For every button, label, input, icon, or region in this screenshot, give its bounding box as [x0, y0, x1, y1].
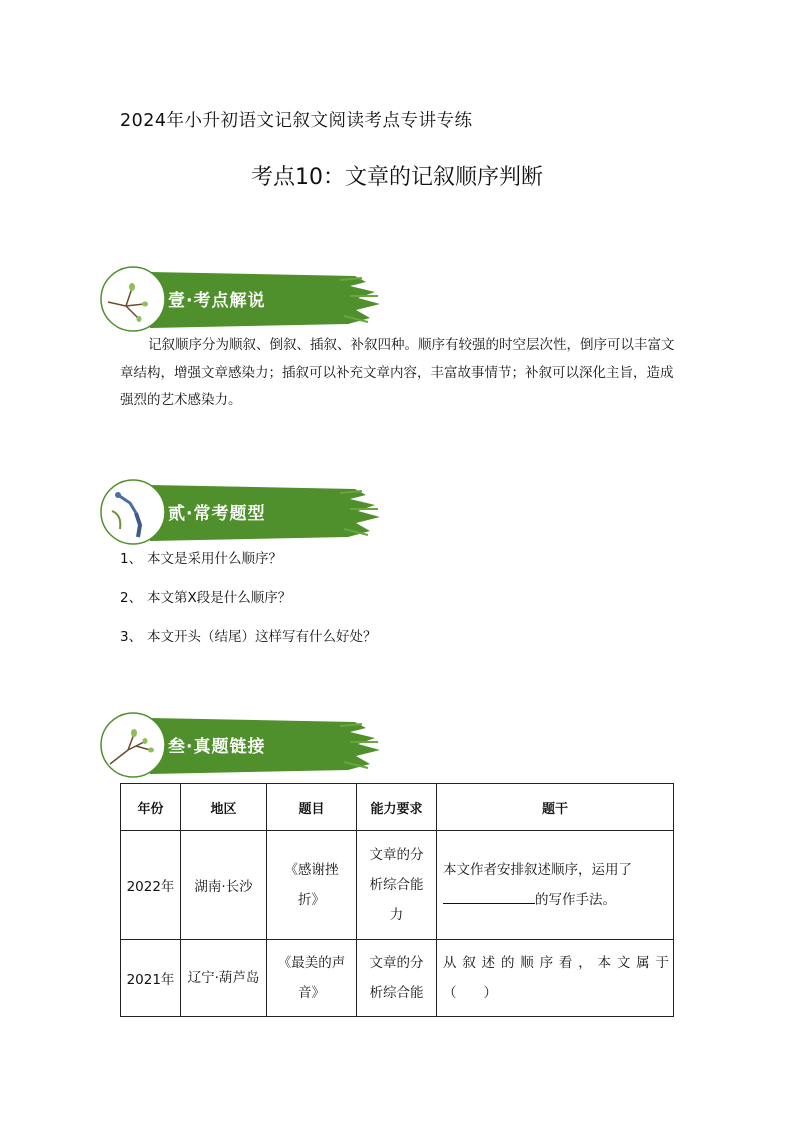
cell-ability-text: 文章的分析综合能 — [369, 955, 424, 1001]
answer-blank — [443, 889, 535, 904]
column-header-region: 地区 — [181, 784, 267, 831]
question-item-3 — [120, 625, 377, 645]
section-header-1 — [100, 266, 390, 334]
cell-region: 湖南·长沙 — [181, 831, 267, 940]
branch-bud-icon — [104, 720, 160, 772]
table-header-row — [121, 784, 674, 831]
section-label-3: 叁·真题链接 — [168, 737, 266, 757]
cell-title — [267, 940, 357, 1017]
cell-region — [181, 940, 267, 1017]
column-header-ability: 能力要求 — [357, 784, 437, 831]
cell-title-text: 《感谢挫折》 — [284, 862, 339, 908]
column-header-stem: 题干 — [437, 784, 674, 831]
cell-ability — [357, 831, 437, 940]
section-header-2 — [100, 479, 390, 547]
branch-bud-icon — [104, 274, 160, 326]
doc-title: 2024年小升初语文记叙文阅读考点专讲专练 — [120, 111, 473, 131]
question-number: 3、 — [120, 629, 143, 645]
section-header-3 — [100, 712, 390, 780]
answer-paren: （ ） — [443, 985, 497, 1001]
question-number: 2、 — [120, 590, 143, 606]
hummingbird-flower-icon — [106, 485, 158, 541]
exam-table — [120, 783, 674, 1017]
cell-ability — [357, 940, 437, 1017]
cell-stem — [437, 940, 674, 1017]
question-text: 本文开头（结尾）这样写有什么好处？ — [147, 629, 377, 645]
question-item-1 — [120, 547, 282, 567]
table-row — [121, 940, 674, 1017]
cell-title — [267, 831, 357, 940]
cell-year: 2021年 — [121, 940, 181, 1017]
cell-year: 2022年 — [121, 831, 181, 940]
table-row — [121, 831, 674, 940]
stem-text: 从叙述的顺序看，本文属于 — [443, 955, 669, 971]
cell-region-text: 辽宁·葫芦岛 — [187, 970, 260, 986]
cell-ability-text: 文章的分析综合能力 — [369, 847, 424, 923]
cell-stem — [437, 831, 674, 940]
column-header-year: 年份 — [121, 784, 181, 831]
question-text: 本文第X段是什么顺序？ — [147, 590, 292, 606]
stem-text: 本文作者安排叙述顺序，运用了 — [443, 862, 632, 878]
question-number: 1、 — [120, 551, 143, 567]
stem-text-end: 的写作手法。 — [535, 892, 616, 908]
section-label-2: 贰·常考题型 — [168, 504, 266, 524]
question-text: 本文是采用什么顺序？ — [147, 551, 282, 567]
explanation-paragraph: 记叙顺序分为顺叙、倒叙、插叙、补叙四种。顺序有较强的时空层次性，倒序可以丰富文章结构，增强文章感染力；插叙可以补充文章内容，丰富故事情节；补叙可以深化主旨，造成强烈的艺术感染力。 — [120, 337, 675, 408]
section-label-1: 壹·考点解说 — [168, 291, 266, 311]
topic-title: 考点10：文章的记叙顺序判断 — [251, 165, 543, 190]
cell-title-text: 《最美的声音》 — [277, 955, 346, 1001]
column-header-title: 题目 — [267, 784, 357, 831]
question-item-2 — [120, 586, 291, 606]
